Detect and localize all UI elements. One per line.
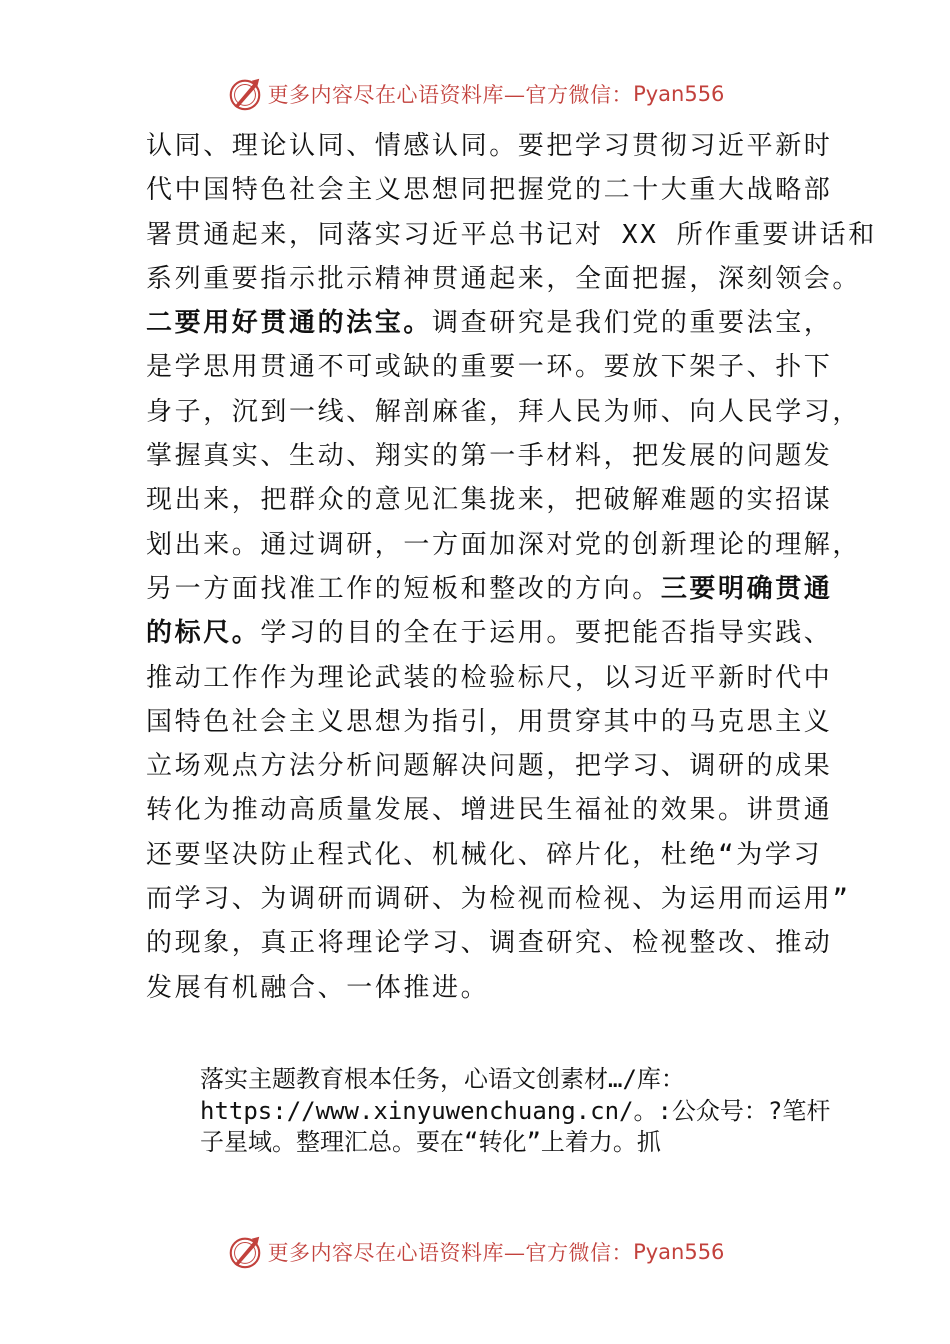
body-line bbox=[146, 611, 833, 655]
body-line bbox=[146, 168, 833, 212]
footer-note-line: https://www.xinyuwenchuang.cn/。:公众号：?笔杆 bbox=[200, 1096, 831, 1125]
body-text-segment: 国特色社会主义思想为指引，用贯穿其中的马克思主义 bbox=[146, 706, 833, 737]
body-line bbox=[146, 257, 862, 301]
body-line bbox=[146, 700, 833, 744]
bold-heading-text: 三要明确贯通 bbox=[660, 573, 833, 604]
body-text-segment: 调查研究是我们党的重要法宝， bbox=[432, 308, 833, 339]
header-watermark-banner bbox=[0, 72, 950, 116]
body-text bbox=[146, 124, 877, 1010]
body-text-segment: 是学思用贯通不可或缺的重要一环。要放下架子、扑下 bbox=[146, 352, 833, 383]
body-text-segment: 现出来，把群众的意见汇集拢来，把破解难题的实招谋 bbox=[146, 485, 833, 516]
bold-heading-text: 二要用好贯通的法宝。 bbox=[146, 308, 433, 339]
body-text-segment: 划出来。通过调研，一方面加深对党的创新理论的理解， bbox=[146, 529, 862, 560]
body-line bbox=[146, 213, 877, 257]
body-text-segment: 身子，沉到一线、解剖麻雀，拜人民为师、向人民学习， bbox=[146, 396, 862, 427]
footer-watermark-banner bbox=[0, 1230, 950, 1274]
body-line bbox=[146, 523, 862, 567]
body-line bbox=[146, 345, 833, 389]
body-text-segment: 还要坚决防止程式化、机械化、碎片化，杜绝“为学习 bbox=[146, 839, 823, 870]
body-line bbox=[146, 301, 833, 345]
footer-note bbox=[200, 1064, 840, 1159]
banner-text: 更多内容尽在心语资料库—官方微信： bbox=[267, 83, 634, 107]
body-line bbox=[146, 744, 833, 788]
body-line bbox=[146, 656, 833, 700]
body-line bbox=[146, 921, 833, 965]
body-text-segment: 掌握真实、生动、翔实的第一手材料，把发展的问题发 bbox=[146, 441, 833, 472]
body-line bbox=[146, 567, 833, 611]
pen-logo-icon bbox=[226, 75, 264, 113]
body-line bbox=[146, 434, 833, 478]
body-line bbox=[146, 877, 851, 921]
body-text-segment: 代中国特色社会主义思想同把握党的二十大重大战略部 bbox=[146, 175, 833, 206]
body-text-segment: 的现象，真正将理论学习、调查研究、检视整改、推动 bbox=[146, 928, 833, 959]
body-line bbox=[146, 788, 833, 832]
body-text-segment: 学习的目的全在于运用。要把能否指导实践、 bbox=[260, 618, 833, 649]
body-text-segment: 系列重要指示批示精神贯通起来，全面把握，深刻领会。 bbox=[146, 263, 862, 294]
footer-note-line: 落实主题教育根本任务，心语文创素材…/库： bbox=[200, 1065, 685, 1093]
body-text-segment: 署贯通起来，同落实习近平总书记对 XX 所作重要讲话和 bbox=[146, 219, 877, 250]
body-line bbox=[146, 124, 833, 168]
body-line bbox=[146, 390, 862, 434]
footer-note-line: 子星域。整理汇总。要在“转化”上着力。抓 bbox=[200, 1128, 661, 1156]
body-line bbox=[146, 833, 823, 877]
body-line bbox=[146, 966, 812, 1010]
pen-logo-icon bbox=[226, 1233, 264, 1271]
banner-wechat-id: Pyan556 bbox=[633, 1240, 725, 1264]
body-text-segment: 立场观点方法分析问题解决问题，把学习、调研的成果 bbox=[146, 751, 833, 782]
body-text-segment: 而学习、为调研而调研、为检视而检视、为运用而运用” bbox=[146, 884, 851, 915]
banner-text: 更多内容尽在心语资料库—官方微信： bbox=[267, 1241, 634, 1265]
body-text-segment: 发展有机融合、一体推进。 bbox=[146, 972, 490, 1003]
bold-heading-text: 的标尺。 bbox=[146, 618, 261, 649]
banner-wechat-id: Pyan556 bbox=[633, 82, 725, 106]
body-text-segment: 转化为推动高质量发展、增进民生福祉的效果。讲贯通 bbox=[146, 795, 833, 826]
body-line bbox=[146, 478, 833, 522]
body-text-segment: 另一方面找准工作的短板和整改的方向。 bbox=[146, 573, 661, 604]
body-text-segment: 认同、理论认同、情感认同。要把学习贯彻习近平新时 bbox=[146, 131, 833, 161]
body-text-segment: 推动工作作为理论武装的检验标尺，以习近平新时代中 bbox=[146, 662, 833, 693]
